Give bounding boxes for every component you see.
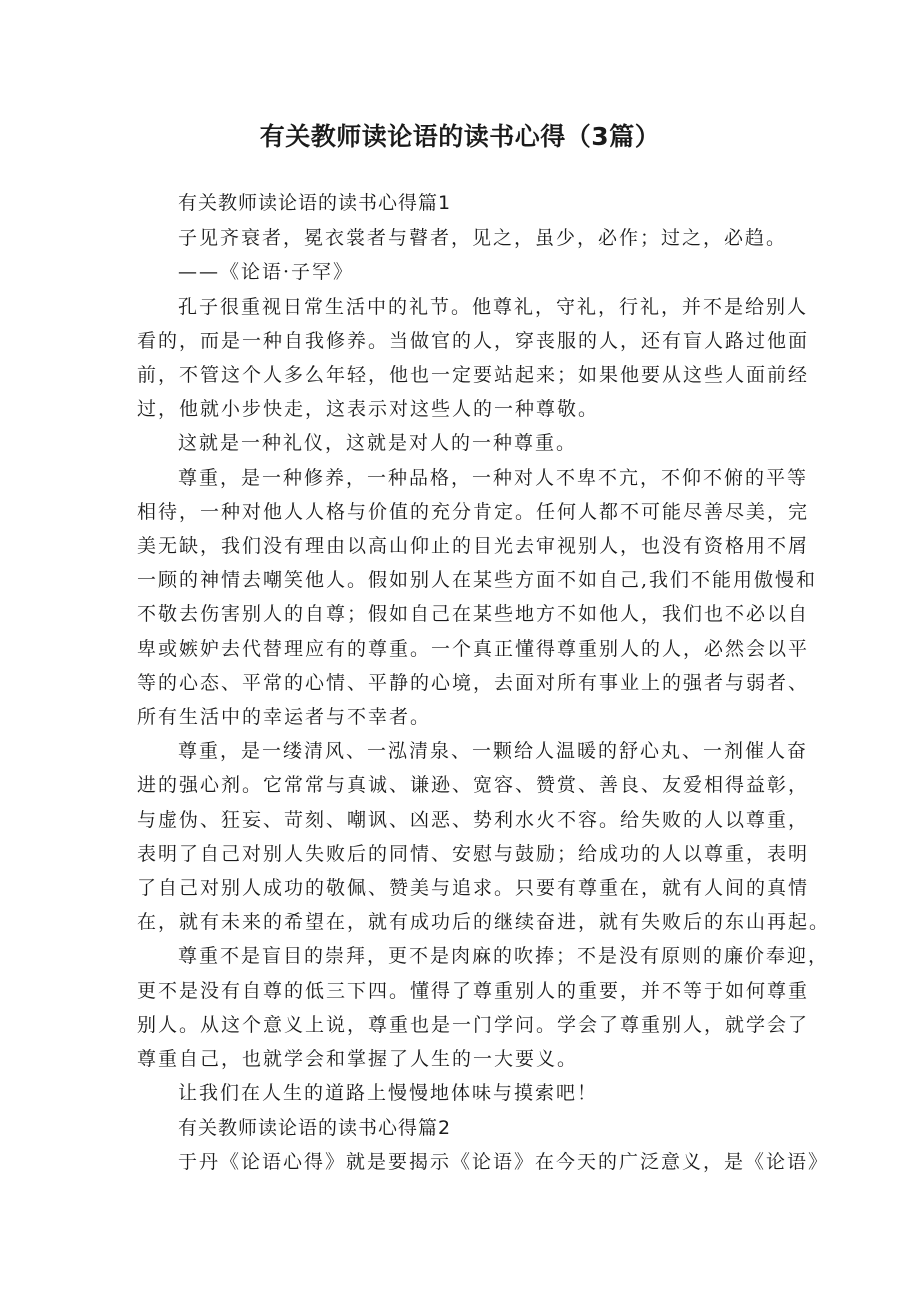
paragraph-line: 不敬去伤害别人的自尊；假如自己在某些地方不如他人，我们也不必以自 — [137, 603, 810, 625]
paragraph-line: 前，不管这个人多么年轻，他也一定要站起来；如果他要从这些人面前经 — [137, 364, 810, 386]
paragraph-line: 让我们在人生的道路上慢慢地体味与摸索吧！ — [178, 1082, 599, 1104]
paragraph-line: 孔子很重视日常生活中的礼节。他尊礼，守礼，行礼，并不是给别人 — [178, 296, 809, 318]
paragraph-line: 尊重不是盲目的崇拜，更不是肉麻的吹捧；不是没有原则的廉价奉迎， — [178, 945, 830, 967]
paragraph-line: 所有生活中的幸运者与不幸者。 — [137, 706, 432, 728]
paragraph-line: 于丹《论语心得》就是要揭示《论语》在今天的广泛意义，是《论语》 — [178, 1151, 830, 1173]
paragraph-line: 尊重自己，也就学会和掌握了人生的一大要义。 — [137, 1048, 579, 1070]
paragraph-line: 进的强心剂。它常常与真诚、谦逊、宽容、赞赏、善良、友爱相得益彰， — [137, 774, 810, 796]
paragraph-line: 了自己对别人成功的敬佩、赞美与追求。只要有尊重在，就有人间的真情 — [137, 877, 810, 899]
document-title: 有关教师读论语的读书心得（3篇） — [259, 122, 661, 151]
paragraph-line: 在，就有未来的希望在，就有成功后的继续奋进，就有失败后的东山再起。 — [137, 911, 831, 933]
paragraph-line: 过，他就小步快走，这表示对这些人的一种尊敬。 — [137, 398, 600, 420]
quote-source: ——《论语·子罕》 — [178, 261, 355, 283]
section-heading: 有关教师读论语的读书心得篇2 — [178, 1117, 452, 1139]
paragraph-line: 美无缺，我们没有理由以高山仰止的目光去审视别人，也没有资格用不屑 — [137, 535, 810, 557]
paragraph-line: 等的心态、平常的心情、平静的心境，去面对所有事业上的强者与弱者、 — [137, 672, 810, 694]
paragraph-line: 卑或嫉妒去代替理应有的尊重。一个真正懂得尊重别人的人，必然会以平 — [137, 638, 810, 660]
section-heading: 有关教师读论语的读书心得篇1 — [178, 192, 452, 214]
paragraph-line: 尊重，是一缕清风、一泓清泉、一颗给人温暖的舒心丸、一剂催人奋 — [178, 740, 809, 762]
quote-line: 子见齐衰者，冕衣裳者与瞽者，见之，虽少，必作；过之，必趋。 — [178, 227, 788, 249]
paragraph-line: 别人。从这个意义上说，尊重也是一门学问。学会了尊重别人，就学会了 — [137, 1014, 810, 1036]
paragraph-line: 与虚伪、狂妄、苛刻、嘲讽、凶恶、势利水火不容。给失败的人以尊重， — [137, 809, 810, 831]
paragraph-line: 表明了自己对别人失败后的同情、安慰与鼓励；给成功的人以尊重，表明 — [137, 843, 810, 865]
paragraph-line: 看的，而是一种自我修养。当做官的人，穿丧服的人，还有盲人路过他面 — [137, 330, 810, 352]
paragraph-line: 更不是没有自尊的低三下四。懂得了尊重别人的重要，并不等于如何尊重 — [137, 980, 810, 1002]
paragraph-line: 相待，一种对他人人格与价值的充分肯定。任何人都不可能尽善尽美，完 — [137, 501, 810, 523]
paragraph-line: 尊重，是一种修养，一种品格，一种对人不卑不亢，不仰不俯的平等 — [178, 467, 809, 489]
paragraph-line: 一顾的神情去嘲笑他人。假如别人在某些方面不如自己,我们不能用傲慢和 — [137, 569, 818, 591]
paragraph-line: 这就是一种礼仪，这就是对人的一种尊重。 — [178, 432, 578, 454]
